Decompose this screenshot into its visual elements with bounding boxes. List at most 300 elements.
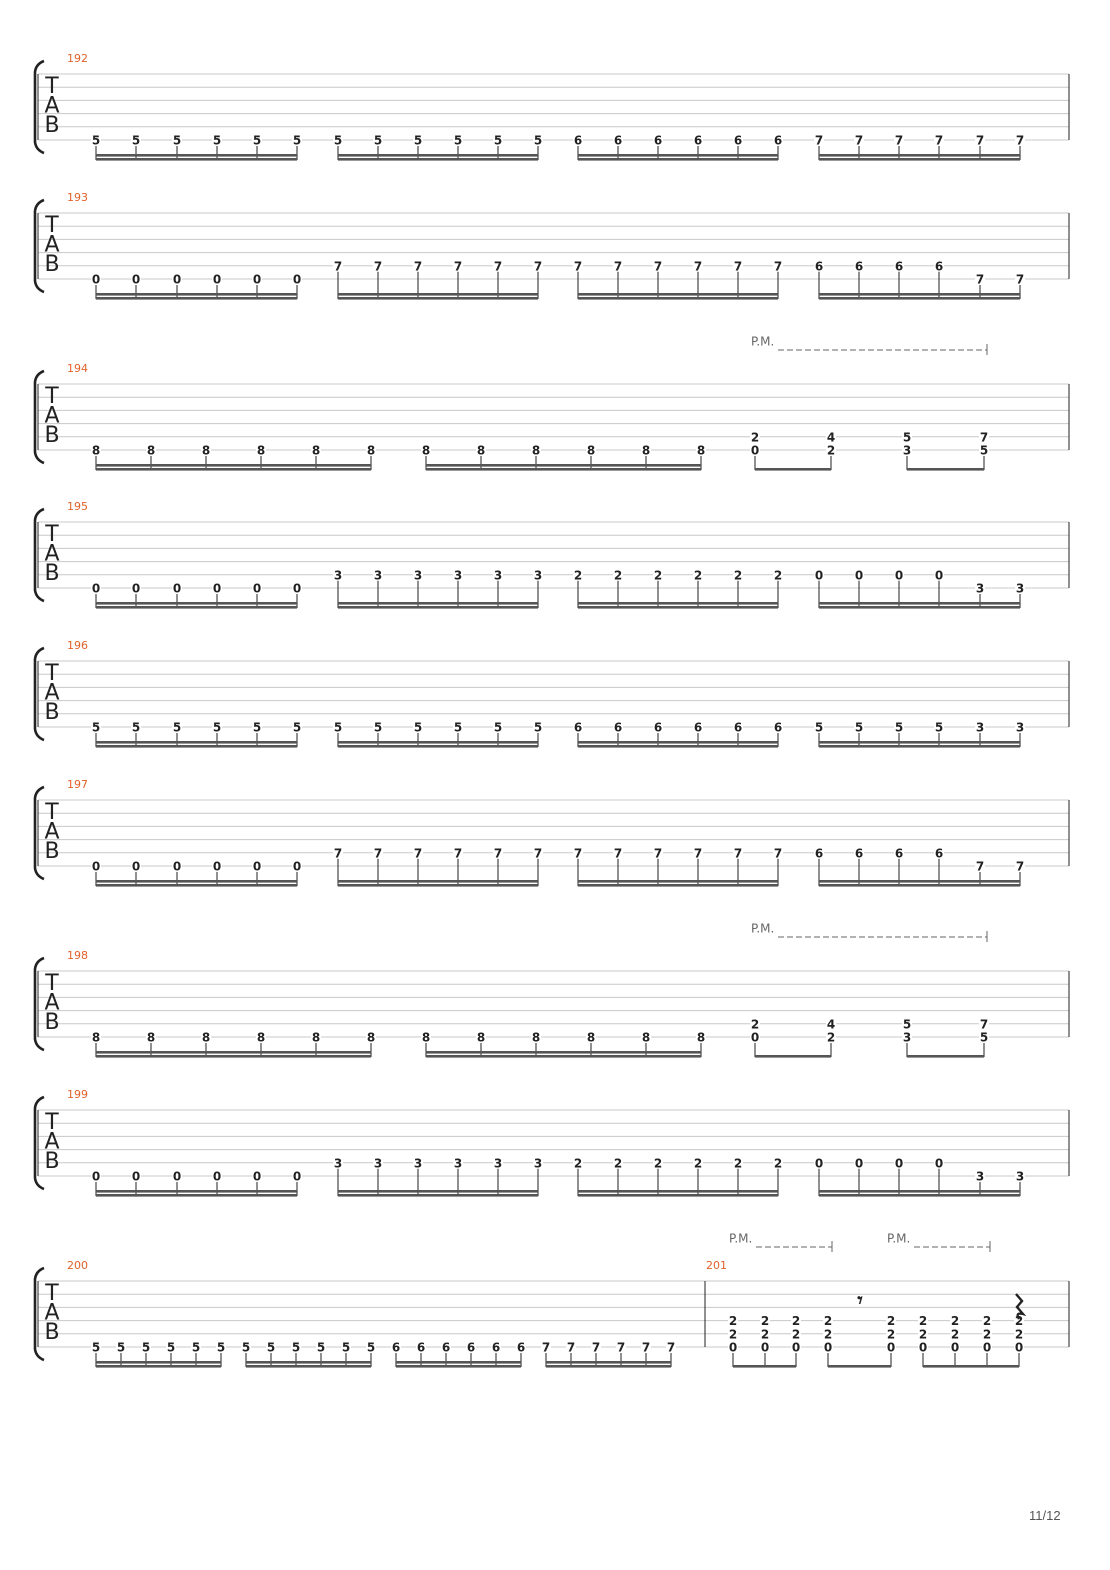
fret-number: 7 [413, 259, 423, 274]
fret-number: 8 [256, 443, 266, 458]
fret-number: 0 [814, 1156, 824, 1171]
fret-number: 0 [292, 581, 302, 596]
tab-clef-letter: B [44, 252, 60, 277]
fret-number: 5 [116, 1340, 126, 1355]
fret-number: 2 [918, 1314, 928, 1329]
fret-number: 0 [91, 859, 101, 874]
palm-mute-marker [751, 922, 987, 943]
fret-number: 6 [416, 1340, 426, 1355]
fret-number: 0 [91, 272, 101, 287]
tab-clef-letter: A [44, 1129, 60, 1155]
beam [96, 468, 371, 471]
beam [96, 1055, 371, 1058]
system-bracket [35, 371, 44, 463]
beam [396, 1365, 521, 1368]
fret-number: 0 [252, 859, 262, 874]
fret-number: 5 [934, 720, 944, 735]
tab-clef-letter: T [45, 1281, 59, 1306]
palm-mute-marker [887, 1232, 990, 1253]
system-bracket [35, 1097, 44, 1189]
beam [819, 880, 1020, 883]
fret-number: 8 [366, 1030, 376, 1045]
fret-number: 6 [733, 720, 743, 735]
fret-number: 2 [1014, 1314, 1024, 1329]
system-bracket [35, 787, 44, 879]
beam [755, 468, 831, 471]
tab-clef-letter: T [45, 971, 59, 996]
fret-number: 0 [934, 1156, 944, 1171]
beam [546, 1361, 671, 1364]
fret-number: 8 [146, 1030, 156, 1045]
fret-number: 7 [453, 846, 463, 861]
fret-number: 6 [894, 259, 904, 274]
tab-clef-letter: A [44, 232, 60, 258]
fret-number: 8 [256, 1030, 266, 1045]
fret-number: 3 [533, 1156, 543, 1171]
beam [819, 884, 1020, 887]
fret-number: 0 [886, 1340, 896, 1355]
fret-number: 2 [728, 1327, 738, 1342]
tab-clef-letter: A [44, 990, 60, 1016]
fret-number: 8 [201, 1030, 211, 1045]
beam [819, 745, 1020, 748]
system-bracket [35, 200, 44, 292]
fret-number: 7 [591, 1340, 601, 1355]
fret-number: 6 [491, 1340, 501, 1355]
fret-number: 7 [975, 859, 985, 874]
fret-number: 6 [814, 846, 824, 861]
fret-number: 0 [982, 1340, 992, 1355]
fret-number: 7 [541, 1340, 551, 1355]
beam [578, 1190, 778, 1193]
fret-number: 7 [653, 846, 663, 861]
fret-number: 5 [493, 720, 503, 735]
fret-number: 0 [894, 1156, 904, 1171]
fret-number: 0 [854, 1156, 864, 1171]
fret-number: 0 [91, 581, 101, 596]
fret-number: 5 [333, 133, 343, 148]
beam [96, 1361, 221, 1364]
system-bracket [35, 61, 44, 153]
fret-number: 3 [453, 1156, 463, 1171]
beam [819, 293, 1020, 296]
fret-number: 0 [814, 568, 824, 583]
fret-number: 2 [826, 443, 836, 458]
beam [96, 464, 371, 467]
fret-number: 7 [733, 846, 743, 861]
fret-number: 6 [516, 1340, 526, 1355]
fret-number: 2 [573, 1156, 583, 1171]
fret-number: 8 [586, 1030, 596, 1045]
fret-number: 2 [693, 1156, 703, 1171]
beam [338, 154, 538, 157]
tab-clef-letter: B [44, 1149, 60, 1174]
measure-number: 201 [706, 1259, 727, 1272]
measure-number: 194 [67, 362, 88, 375]
fret-number: 6 [934, 846, 944, 861]
fret-number: 5 [241, 1340, 251, 1355]
fret-number: 7 [773, 259, 783, 274]
fret-number: 2 [750, 1017, 760, 1032]
fret-number: 2 [826, 1030, 836, 1045]
fret-number: 7 [975, 272, 985, 287]
fret-number: 8 [421, 1030, 431, 1045]
fret-number: 7 [566, 1340, 576, 1355]
fret-number: 6 [693, 133, 703, 148]
fret-number: 5 [252, 133, 262, 148]
fret-number: 0 [750, 443, 760, 458]
fret-number: 6 [466, 1340, 476, 1355]
beam [578, 606, 778, 609]
palm-mute-marker [751, 335, 987, 356]
fret-number: 5 [894, 720, 904, 735]
fret-number: 7 [333, 259, 343, 274]
beam [923, 1365, 1019, 1368]
staff-system [35, 1088, 1069, 1197]
beam [96, 606, 297, 609]
fret-number: 0 [252, 581, 262, 596]
beam [819, 1190, 1020, 1193]
fret-number: 0 [760, 1340, 770, 1355]
fret-number: 2 [1014, 1327, 1024, 1342]
fret-number: 5 [373, 133, 383, 148]
fret-number: 3 [493, 1156, 503, 1171]
fret-number: 6 [773, 720, 783, 735]
fret-number: 5 [131, 133, 141, 148]
beam [907, 468, 984, 471]
fret-number: 0 [131, 581, 141, 596]
fret-number: 2 [823, 1314, 833, 1329]
fret-number: 0 [292, 1169, 302, 1184]
beam [338, 741, 538, 744]
fret-number: 2 [750, 430, 760, 445]
beam [338, 297, 538, 300]
fret-number: 5 [316, 1340, 326, 1355]
fret-number: 7 [1015, 133, 1025, 148]
fret-number: 7 [373, 846, 383, 861]
fret-number: 8 [366, 443, 376, 458]
staff-system [35, 191, 1069, 300]
fret-number: 5 [191, 1340, 201, 1355]
staff-system [35, 500, 1069, 609]
fret-number: 7 [493, 259, 503, 274]
beam [96, 293, 297, 296]
fret-number: 6 [391, 1340, 401, 1355]
fret-number: 7 [533, 259, 543, 274]
tab-clef-letter: T [45, 213, 59, 238]
fret-number: 5 [854, 720, 864, 735]
tab-clef-letter: T [45, 1110, 59, 1135]
staff-system [35, 949, 1069, 1058]
fret-number: 3 [533, 568, 543, 583]
staff-system [35, 52, 1069, 161]
fret-number: 7 [373, 259, 383, 274]
fret-number: 8 [421, 443, 431, 458]
beam [578, 745, 778, 748]
fret-number: 3 [1015, 1169, 1025, 1184]
fret-number: 7 [641, 1340, 651, 1355]
fret-number: 5 [141, 1340, 151, 1355]
fret-number: 8 [311, 443, 321, 458]
fret-number: 7 [333, 846, 343, 861]
fret-number: 6 [573, 720, 583, 735]
palm-mute-label: P.M. [751, 921, 775, 936]
fret-number: 0 [934, 568, 944, 583]
beam [338, 884, 538, 887]
fret-number: 5 [291, 1340, 301, 1355]
fret-number: 5 [453, 720, 463, 735]
fret-number: 3 [1015, 581, 1025, 596]
tab-clef-letter: B [44, 1320, 60, 1345]
fret-number: 2 [573, 568, 583, 583]
fret-number: 7 [773, 846, 783, 861]
fret-number: 7 [653, 259, 663, 274]
measure-number: 196 [67, 639, 88, 652]
measure-number: 197 [67, 778, 88, 791]
beam [338, 158, 538, 161]
fret-number: 7 [979, 1017, 989, 1032]
fret-number: 7 [693, 846, 703, 861]
fret-number: 3 [453, 568, 463, 583]
fret-number: 0 [212, 581, 222, 596]
fret-number: 0 [918, 1340, 928, 1355]
fret-number: 3 [373, 1156, 383, 1171]
beam [338, 880, 538, 883]
fret-number: 5 [91, 133, 101, 148]
fret-number: 5 [172, 133, 182, 148]
staff-system [35, 362, 1069, 471]
fret-number: 0 [212, 1169, 222, 1184]
fret-number: 0 [131, 272, 141, 287]
beam [426, 1055, 701, 1058]
fret-number: 4 [826, 430, 836, 445]
palm-mute-label: P.M. [729, 1231, 753, 1246]
fret-number: 8 [311, 1030, 321, 1045]
fret-number: 0 [131, 1169, 141, 1184]
fret-number: 3 [975, 720, 985, 735]
fret-number: 8 [91, 1030, 101, 1045]
fret-number: 3 [333, 568, 343, 583]
fret-number: 0 [172, 272, 182, 287]
fret-number: 5 [453, 133, 463, 148]
fret-number: 6 [894, 846, 904, 861]
tab-clef-letter: A [44, 541, 60, 567]
fret-number: 2 [773, 1156, 783, 1171]
fret-number: 7 [613, 259, 623, 274]
fret-number: 0 [212, 272, 222, 287]
tab-clef-letter: A [44, 680, 60, 706]
fret-number: 2 [950, 1327, 960, 1342]
beam [546, 1365, 671, 1368]
beam [578, 741, 778, 744]
beam [426, 464, 701, 467]
beam [578, 293, 778, 296]
beam [338, 602, 538, 605]
tab-clef-letter: A [44, 819, 60, 845]
fret-number: 6 [854, 259, 864, 274]
fret-number: 2 [693, 568, 703, 583]
fret-number: 5 [212, 720, 222, 735]
fret-number: 0 [172, 581, 182, 596]
system-bracket [35, 509, 44, 601]
fret-number: 4 [826, 1017, 836, 1032]
fret-number: 5 [493, 133, 503, 148]
fret-number: 7 [533, 846, 543, 861]
tab-clef-letter: A [44, 93, 60, 119]
fret-number: 5 [266, 1340, 276, 1355]
tab-clef-letter: T [45, 74, 59, 99]
beam [819, 741, 1020, 744]
fret-number: 8 [531, 1030, 541, 1045]
fret-number: 0 [1014, 1340, 1024, 1355]
fret-number: 7 [493, 846, 503, 861]
fret-number: 7 [1015, 272, 1025, 287]
system-bracket [35, 1268, 44, 1360]
beam [96, 884, 297, 887]
beam [578, 880, 778, 883]
fret-number: 5 [166, 1340, 176, 1355]
fret-number: 8 [586, 443, 596, 458]
beam [578, 884, 778, 887]
fret-number: 8 [91, 443, 101, 458]
fret-number: 5 [413, 133, 423, 148]
beam [96, 154, 297, 157]
tab-clef-letter: T [45, 800, 59, 825]
fret-number: 7 [934, 133, 944, 148]
beam [338, 1194, 538, 1197]
beam [578, 154, 778, 157]
fret-number: 2 [823, 1327, 833, 1342]
fret-number: 8 [531, 443, 541, 458]
beam [819, 297, 1020, 300]
fret-number: 2 [791, 1327, 801, 1342]
fret-number: 3 [413, 568, 423, 583]
fret-number: 6 [773, 133, 783, 148]
beam [819, 606, 1020, 609]
fret-number: 8 [696, 443, 706, 458]
fret-number: 8 [641, 443, 651, 458]
beam [819, 154, 1020, 157]
beam [907, 1055, 984, 1058]
system-bracket [35, 958, 44, 1050]
beam [338, 606, 538, 609]
fret-number: 5 [366, 1340, 376, 1355]
fret-number: 5 [292, 133, 302, 148]
fret-number: 5 [533, 720, 543, 735]
fret-number: 2 [733, 1156, 743, 1171]
fret-number: 7 [854, 133, 864, 148]
fret-number: 3 [902, 1030, 912, 1045]
beam [96, 1194, 297, 1197]
fret-number: 0 [252, 272, 262, 287]
measure-number: 193 [67, 191, 88, 204]
fret-number: 5 [902, 430, 912, 445]
fret-number: 7 [573, 846, 583, 861]
beam [578, 158, 778, 161]
fret-number: 2 [760, 1314, 770, 1329]
fret-number: 3 [333, 1156, 343, 1171]
tab-clef-letter: T [45, 522, 59, 547]
fret-number: 0 [854, 568, 864, 583]
fret-number: 5 [91, 720, 101, 735]
fret-number: 7 [979, 430, 989, 445]
fret-number: 2 [982, 1327, 992, 1342]
fret-number: 5 [341, 1340, 351, 1355]
fret-number: 5 [979, 443, 989, 458]
fret-number: 8 [696, 1030, 706, 1045]
fret-number: 2 [886, 1327, 896, 1342]
fret-number: 7 [733, 259, 743, 274]
fret-number: 3 [493, 568, 503, 583]
beam [246, 1365, 371, 1368]
fret-number: 0 [823, 1340, 833, 1355]
beam [819, 158, 1020, 161]
staff-system [35, 1259, 1069, 1368]
tab-clef-letter: B [44, 1010, 60, 1035]
beam [819, 1194, 1020, 1197]
palm-mute-label: P.M. [887, 1231, 911, 1246]
fret-number: 8 [641, 1030, 651, 1045]
fret-number: 7 [666, 1340, 676, 1355]
beam [96, 158, 297, 161]
fret-number: 6 [693, 720, 703, 735]
measure-number: 195 [67, 500, 88, 513]
beam [96, 741, 297, 744]
tab-clef-letter: B [44, 113, 60, 138]
fret-number: 5 [902, 1017, 912, 1032]
fret-number: 6 [934, 259, 944, 274]
fret-number: 5 [292, 720, 302, 735]
fret-number: 0 [212, 859, 222, 874]
beam [96, 745, 297, 748]
fret-number: 7 [894, 133, 904, 148]
fret-number: 0 [252, 1169, 262, 1184]
fret-number: 3 [1015, 720, 1025, 735]
fret-number: 8 [146, 443, 156, 458]
fret-number: 8 [476, 1030, 486, 1045]
fret-number: 3 [413, 1156, 423, 1171]
fret-number: 7 [616, 1340, 626, 1355]
fret-number: 6 [854, 846, 864, 861]
fret-number: 6 [613, 720, 623, 735]
fret-number: 2 [613, 1156, 623, 1171]
palm-mute-marker [729, 1232, 832, 1253]
beam [819, 602, 1020, 605]
fret-number: 6 [613, 133, 623, 148]
fret-number: 2 [653, 568, 663, 583]
tab-clef-letter: T [45, 661, 59, 686]
fret-number: 0 [728, 1340, 738, 1355]
beam [96, 880, 297, 883]
eighth-rest: 𝄾 [857, 1288, 863, 1312]
fret-number: 2 [760, 1327, 770, 1342]
fret-number: 5 [373, 720, 383, 735]
fret-number: 6 [573, 133, 583, 148]
fret-number: 2 [728, 1314, 738, 1329]
fret-number: 2 [886, 1314, 896, 1329]
beam [96, 1051, 371, 1054]
fret-number: 2 [733, 568, 743, 583]
measure-number: 199 [67, 1088, 88, 1101]
fret-number: 5 [172, 720, 182, 735]
tab-clef-letter: A [44, 1300, 60, 1326]
fret-number: 0 [894, 568, 904, 583]
beam [755, 1055, 831, 1058]
beam [733, 1365, 796, 1368]
fret-number: 6 [733, 133, 743, 148]
palm-mute-label: P.M. [751, 334, 775, 349]
beam [578, 297, 778, 300]
